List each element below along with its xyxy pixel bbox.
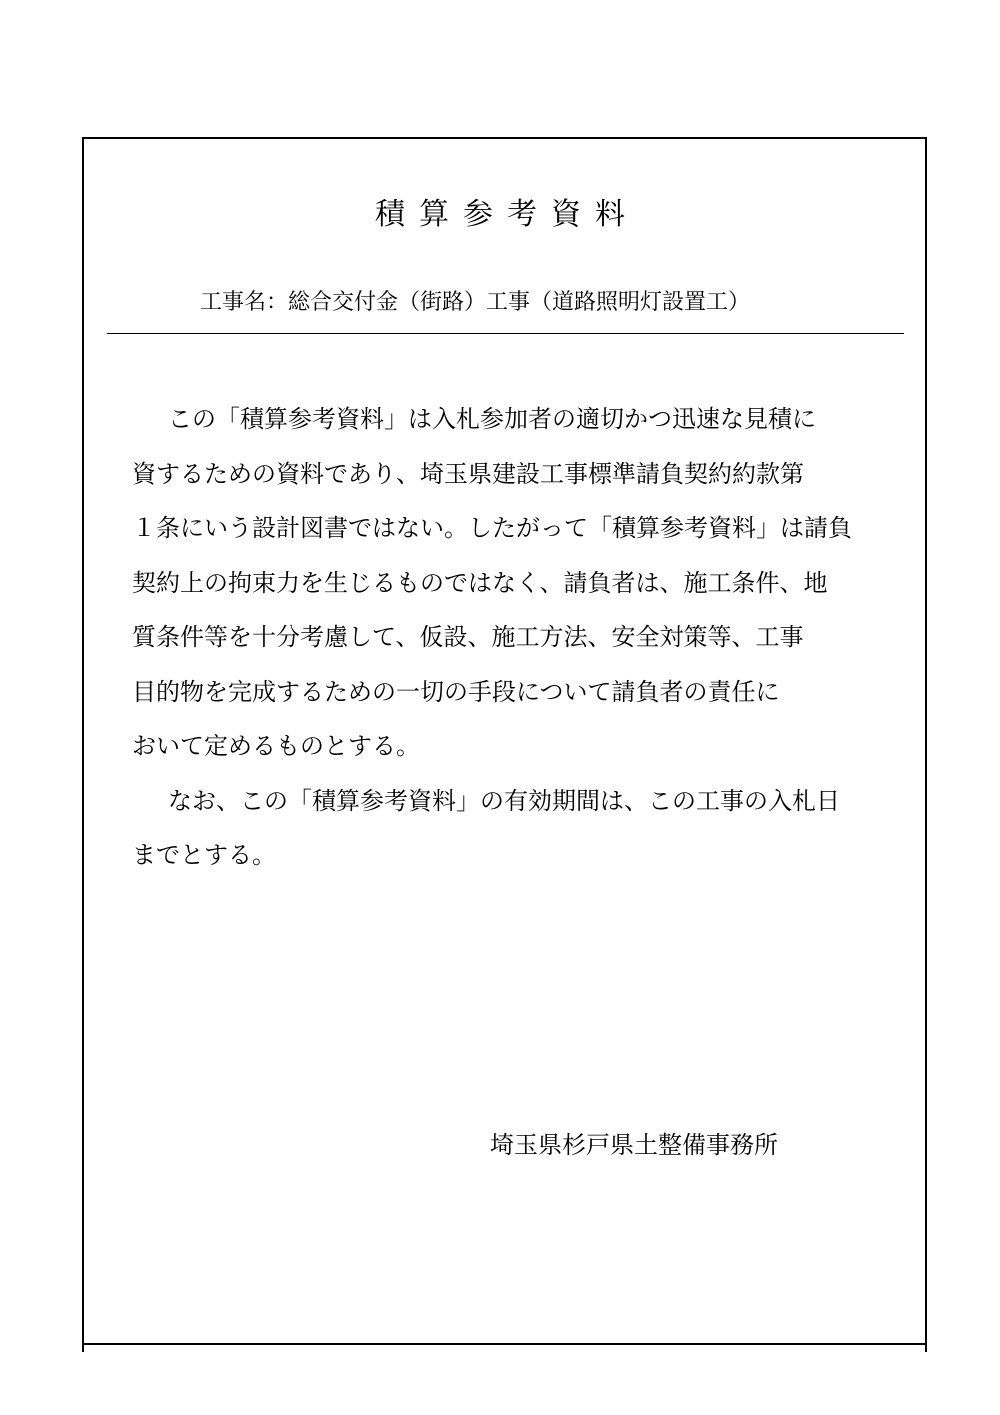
title-divider (107, 333, 904, 334)
frame-left-overhang (82, 1344, 84, 1352)
paragraph-line: 目的物を完成するための一切の手段について請負者の責任に (132, 677, 780, 706)
paragraph-line: この「積算参考資料」は入札参加者の適切かつ迅速な見積に (168, 405, 816, 433)
paragraph-line: なお、この「積算参考資料」の有効期間は、この工事の入札日 (168, 786, 840, 815)
paragraph-line: 契約上の拘束力を生じるものではなく、請負者は、施工条件、地 (132, 568, 828, 597)
frame-right-overhang (925, 1344, 927, 1352)
project-name: 工事名：総合交付金（街路）工事（道路照明灯設置工） (200, 290, 751, 315)
issuing-office: 埼玉県杉戸県土整備事務所 (490, 1131, 778, 1159)
paragraph-line: までとする。 (132, 841, 276, 869)
paragraph-line: 質条件等を十分考慮して、仮設、施工方法、安全対策等、工事 (132, 623, 804, 651)
paragraph-line: おいて定めるものとする。 (132, 732, 420, 760)
document-body (132, 392, 912, 883)
paragraph-line: １条にいう設計図書ではない。したがって「積算参考資料」は請負 (132, 514, 852, 542)
document-title: 積算参考資料 (375, 197, 639, 232)
paragraph-line: 資するための資料であり、埼玉県建設工事標準請負契約約款第 (132, 459, 804, 488)
